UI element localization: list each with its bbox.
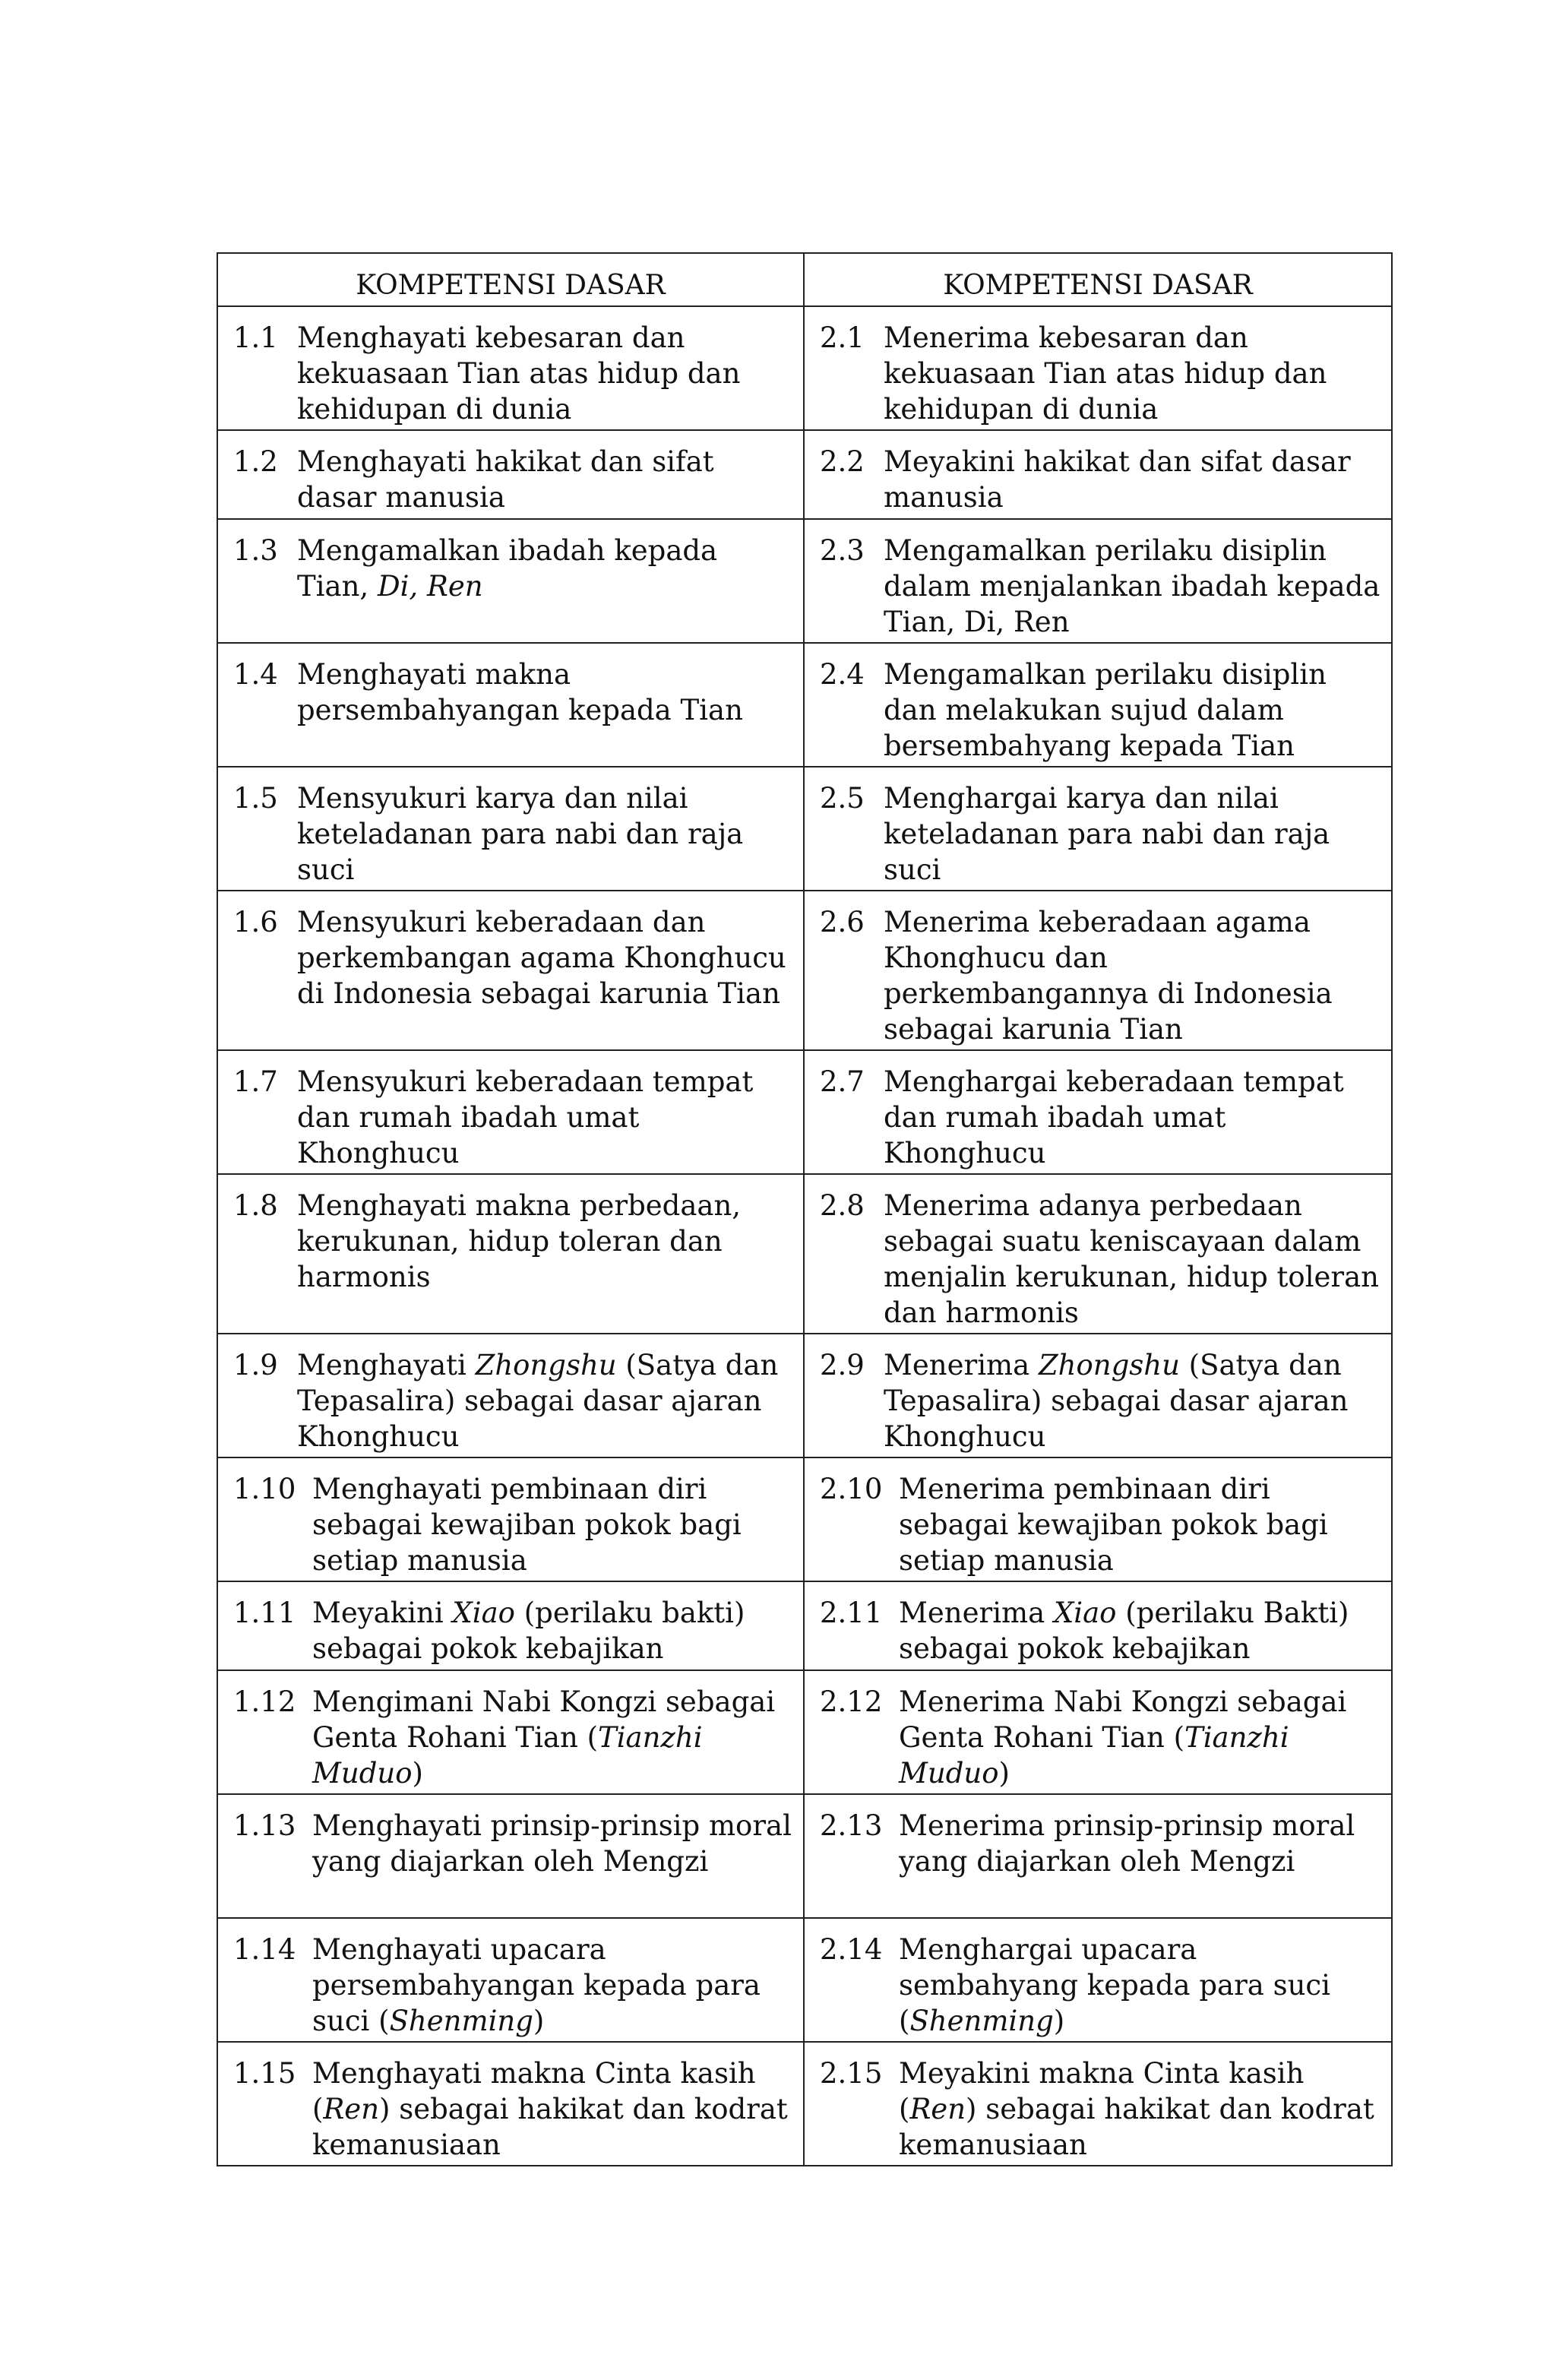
kd-cell-sosial <box>804 519 1392 643</box>
kd-text-segment: (Satya dan Tepasalira) sebagai dasar ajaran Khonghucu <box>297 1349 779 1453</box>
kd-text <box>297 444 792 515</box>
kd-item <box>820 1471 1380 1578</box>
kd-text <box>312 1595 792 1666</box>
kd-text-segment: ) <box>998 1757 1010 1790</box>
kd-number: 1.13 <box>233 1809 296 1842</box>
kd-text-segment: ) <box>1053 2005 1065 2037</box>
kd-cell-spiritual <box>217 1457 804 1581</box>
kd-item <box>233 1347 792 1454</box>
table-body <box>217 306 1392 2166</box>
kd-cell-sosial <box>804 2042 1392 2166</box>
kd-text-italic: Di, Ren <box>377 570 483 603</box>
kd-text <box>312 1932 792 2039</box>
kd-cell-sosial <box>804 1918 1392 2042</box>
kd-cell-spiritual <box>217 1334 804 1457</box>
kd-cell-sosial <box>804 1457 1392 1581</box>
kd-number: 2.5 <box>820 782 865 815</box>
kd-text-segment: Menghayati kebesaran dan kekuasaan Tian atas hidup dan kehidupan di dunia <box>297 321 741 426</box>
kd-number: 1.10 <box>233 1473 296 1505</box>
kd-item <box>820 1932 1380 2039</box>
table-row <box>217 1794 1392 1918</box>
kd-cell-sosial <box>804 767 1392 891</box>
kd-number: 1.1 <box>233 321 278 354</box>
kd-item <box>820 1684 1380 1791</box>
kd-number: 2.8 <box>820 1189 865 1222</box>
kd-item <box>233 1188 792 1295</box>
kd-text <box>297 1188 792 1295</box>
column-header-ki1: KOMPETENSI DASAR <box>217 253 804 306</box>
kd-number: 2.14 <box>820 1933 883 1966</box>
kd-text <box>884 1347 1380 1454</box>
kd-text-segment: Mensyukuri keberadaan tempat dan rumah ibadah umat Khonghucu <box>297 1065 754 1169</box>
kd-cell-sosial <box>804 430 1392 519</box>
kd-number: 2.6 <box>820 906 865 938</box>
kd-item <box>233 1932 792 2039</box>
kd-text <box>297 657 792 728</box>
kd-cell-spiritual <box>217 767 804 891</box>
kd-text-segment: Menghayati prinsip-prinsip moral yang diajarkan oleh Mengzi <box>312 1809 792 1878</box>
kd-number: 1.14 <box>233 1933 296 1966</box>
kd-number: 2.12 <box>820 1685 883 1718</box>
kd-number: 1.7 <box>233 1065 278 1098</box>
kd-number: 2.13 <box>820 1809 883 1842</box>
kd-text <box>884 780 1380 888</box>
kd-text-segment: Meyakini <box>312 1597 453 1629</box>
kd-item <box>233 1064 792 1171</box>
kd-text <box>312 2056 792 2163</box>
kd-number: 2.11 <box>820 1597 883 1629</box>
kd-text-segment: Menghayati upacara persembahyangan kepada para suci ( <box>312 1933 761 2037</box>
kd-text-italic: Xiao <box>452 1597 515 1629</box>
kd-text-segment: ) sebagai hakikat dan kodrat kemanusiaan <box>312 2093 788 2161</box>
kd-cell-sosial <box>804 1174 1392 1334</box>
kd-item <box>820 320 1380 427</box>
kd-number: 1.5 <box>233 782 278 815</box>
table-row <box>217 1581 1392 1670</box>
table-header-row <box>217 253 1392 306</box>
kd-text <box>899 1932 1380 2039</box>
kd-cell-spiritual <box>217 2042 804 2166</box>
kd-text <box>884 657 1380 764</box>
kd-text <box>312 1471 792 1578</box>
kd-text-segment: Menerima keberadaan agama Khonghucu dan perkembangannya di Indonesia sebagai karunia Tian <box>884 906 1333 1046</box>
kd-text-segment: Mensyukuri karya dan nilai keteladanan para nabi dan raja suci <box>297 782 744 886</box>
kd-cell-sosial <box>804 1050 1392 1174</box>
table-row <box>217 2042 1392 2166</box>
kd-text-italic: Shenming <box>389 2005 533 2037</box>
kd-item <box>820 1188 1380 1331</box>
kd-text-segment: Menghayati makna persembahyangan kepada Tian <box>297 658 743 726</box>
kd-text-segment: Menerima adanya perbedaan sebagai suatu keniscayaan dalam menjalin kerukunan, hidup toleran dan harmonis <box>884 1189 1379 1329</box>
kd-item <box>233 904 792 1011</box>
kd-cell-spiritual <box>217 306 804 430</box>
kd-text-segment: Menerima kebesaran dan kekuasaan Tian atas hidup dan kehidupan di dunia <box>884 321 1327 426</box>
kd-text-segment: Menghayati makna Cinta kasih ( <box>312 2057 756 2125</box>
kd-text-segment: Mensyukuri keberadaan dan perkembangan agama Khonghucu di Indonesia sebagai karunia Tian <box>297 906 786 1010</box>
kd-item <box>233 533 792 604</box>
kd-cell-spiritual <box>217 1581 804 1670</box>
kd-number: 1.6 <box>233 906 278 938</box>
table-row <box>217 1334 1392 1457</box>
kd-number: 1.9 <box>233 1349 278 1381</box>
kd-text <box>312 1684 792 1791</box>
kd-cell-spiritual <box>217 891 804 1050</box>
kd-text-segment: Mengamalkan perilaku disiplin dan melakukan sujud dalam bersembahyang kepada Tian <box>884 658 1327 762</box>
kd-text <box>884 904 1380 1047</box>
kd-text <box>312 1808 792 1879</box>
kd-text-segment: (perilaku Bakti) sebagai pokok kebajikan <box>899 1597 1349 1665</box>
kd-cell-spiritual <box>217 519 804 643</box>
kd-number: 1.11 <box>233 1597 296 1629</box>
kd-cell-sosial <box>804 1670 1392 1794</box>
kd-text-italic: Tianzhi Muduo <box>899 1721 1289 1790</box>
table-row <box>217 891 1392 1050</box>
kd-cell-spiritual <box>217 1794 804 1918</box>
kd-number: 2.15 <box>820 2057 883 2090</box>
kd-text-segment: Menghayati makna perbedaan, kerukunan, hidup toleran dan harmonis <box>297 1189 742 1293</box>
kd-number: 2.10 <box>820 1473 883 1505</box>
kd-cell-sosial <box>804 643 1392 767</box>
table-row <box>217 1174 1392 1334</box>
kd-cell-spiritual <box>217 430 804 519</box>
kd-number: 2.1 <box>820 321 865 354</box>
kd-item <box>820 1808 1380 1879</box>
kd-text-italic: Shenming <box>909 2005 1054 2037</box>
kd-item <box>233 320 792 427</box>
kd-number: 1.4 <box>233 658 278 691</box>
kd-text <box>899 2056 1380 2163</box>
kd-cell-spiritual <box>217 1918 804 2042</box>
table-row <box>217 767 1392 891</box>
kd-cell-sosial <box>804 891 1392 1050</box>
kd-cell-spiritual <box>217 1174 804 1334</box>
kd-item <box>820 1595 1380 1666</box>
kd-item <box>820 533 1380 640</box>
kd-text-segment: Meyakini hakikat dan sifat dasar manusia <box>884 445 1351 514</box>
kd-text <box>297 904 792 1011</box>
kd-item <box>233 1595 792 1666</box>
kd-cell-spiritual <box>217 1050 804 1174</box>
kd-item <box>233 780 792 888</box>
kd-item <box>820 1347 1380 1454</box>
kd-text <box>899 1808 1380 1879</box>
kd-number: 1.12 <box>233 1685 296 1718</box>
kompetensi-dasar-table <box>217 252 1393 2166</box>
table-row <box>217 1457 1392 1581</box>
kd-text <box>884 533 1380 640</box>
kd-item <box>233 1808 792 1879</box>
table-row <box>217 1050 1392 1174</box>
kd-text-italic: Ren <box>323 2093 380 2125</box>
kd-text <box>297 1347 792 1454</box>
kd-cell-sosial <box>804 1581 1392 1670</box>
kd-text-segment: Menerima Nabi Kongzi sebagai Genta Rohani Tian ( <box>899 1685 1347 1754</box>
kd-text-segment: ) <box>533 2005 545 2037</box>
kd-text-italic: Xiao <box>1053 1597 1117 1629</box>
kd-item <box>233 444 792 515</box>
kd-cell-spiritual <box>217 1670 804 1794</box>
kd-text-italic: Zhongshu <box>1038 1349 1180 1381</box>
kd-text <box>899 1471 1380 1578</box>
kd-item <box>820 444 1380 515</box>
kd-text-segment: (Satya dan Tepasalira) sebagai dasar ajaran Khonghucu <box>884 1349 1349 1453</box>
kd-cell-sosial <box>804 1794 1392 1918</box>
table-row <box>217 306 1392 430</box>
kd-text <box>884 320 1380 427</box>
kd-text-segment: ) sebagai hakikat dan kodrat kemanusiaan <box>899 2093 1374 2161</box>
column-header-ki2: KOMPETENSI DASAR <box>804 253 1392 306</box>
kd-text-segment: Menghayati hakikat dan sifat dasar manusia <box>297 445 714 514</box>
kd-text <box>884 1188 1380 1331</box>
kd-text-segment: Meyakini makna Cinta kasih ( <box>899 2057 1305 2125</box>
kd-text-segment: ) <box>412 1757 423 1790</box>
kd-cell-sosial <box>804 306 1392 430</box>
kd-text-segment: (perilaku bakti) sebagai pokok kebajikan <box>312 1597 745 1665</box>
kd-text-italic: Tianzhi Muduo <box>312 1721 703 1790</box>
kd-item <box>233 2056 792 2163</box>
kd-number: 2.7 <box>820 1065 865 1098</box>
kd-text <box>297 320 792 427</box>
kd-text-segment: Mengamalkan perilaku disiplin dalam menjalankan ibadah kepada Tian, Di, Ren <box>884 534 1380 638</box>
table-row <box>217 430 1392 519</box>
kd-item <box>820 780 1380 888</box>
kd-item <box>820 904 1380 1047</box>
kd-number: 2.9 <box>820 1349 865 1381</box>
kd-text <box>899 1684 1380 1791</box>
kd-number: 1.15 <box>233 2057 296 2090</box>
kd-text-italic: Zhongshu <box>475 1349 617 1381</box>
kd-item <box>233 1684 792 1791</box>
kd-text-segment: Menghargai keberadaan tempat dan rumah ibadah umat Khonghucu <box>884 1065 1344 1169</box>
kd-text-segment: Mengimani Nabi Kongzi sebagai Genta Rohani Tian ( <box>312 1685 776 1754</box>
kd-text-segment: Menghargai karya dan nilai keteladanan para nabi dan raja suci <box>884 782 1330 886</box>
kd-number: 2.2 <box>820 445 865 478</box>
kd-text <box>297 1064 792 1171</box>
kd-item <box>820 657 1380 764</box>
kd-text-segment: Menerima <box>884 1349 1039 1381</box>
table-row <box>217 643 1392 767</box>
kd-item <box>233 657 792 728</box>
kd-text-segment: Menerima pembinaan diri sebagai kewajiban pokok bagi setiap manusia <box>899 1473 1328 1577</box>
table-row <box>217 1918 1392 2042</box>
kd-text-segment: Menerima <box>899 1597 1054 1629</box>
kd-text <box>884 1064 1380 1171</box>
kd-text <box>297 533 792 604</box>
kd-text-segment: Mengamalkan ibadah kepada Tian, <box>297 534 718 603</box>
kd-number: 1.8 <box>233 1189 278 1222</box>
kd-number: 1.3 <box>233 534 278 567</box>
kd-item <box>820 2056 1380 2163</box>
kd-text <box>899 1595 1380 1666</box>
table-row <box>217 1670 1392 1794</box>
kd-text-segment: Menghargai upacara sembahyang kepada para suci ( <box>899 1933 1330 2037</box>
table-row <box>217 519 1392 643</box>
kd-text-segment: Menghayati pembinaan diri sebagai kewajiban pokok bagi setiap manusia <box>312 1473 742 1577</box>
kd-cell-sosial <box>804 1334 1392 1457</box>
kd-cell-spiritual <box>217 643 804 767</box>
kd-item <box>233 1471 792 1578</box>
kd-text-segment: Menghayati <box>297 1349 476 1381</box>
kd-text-segment: Menerima prinsip-prinsip moral yang diajarkan oleh Mengzi <box>899 1809 1355 1878</box>
kd-number: 2.4 <box>820 658 865 691</box>
kd-text-italic: Ren <box>909 2093 966 2125</box>
kd-text <box>884 444 1380 515</box>
kd-number: 1.2 <box>233 445 278 478</box>
kd-text <box>297 780 792 888</box>
kd-number: 2.3 <box>820 534 865 567</box>
kd-item <box>820 1064 1380 1171</box>
